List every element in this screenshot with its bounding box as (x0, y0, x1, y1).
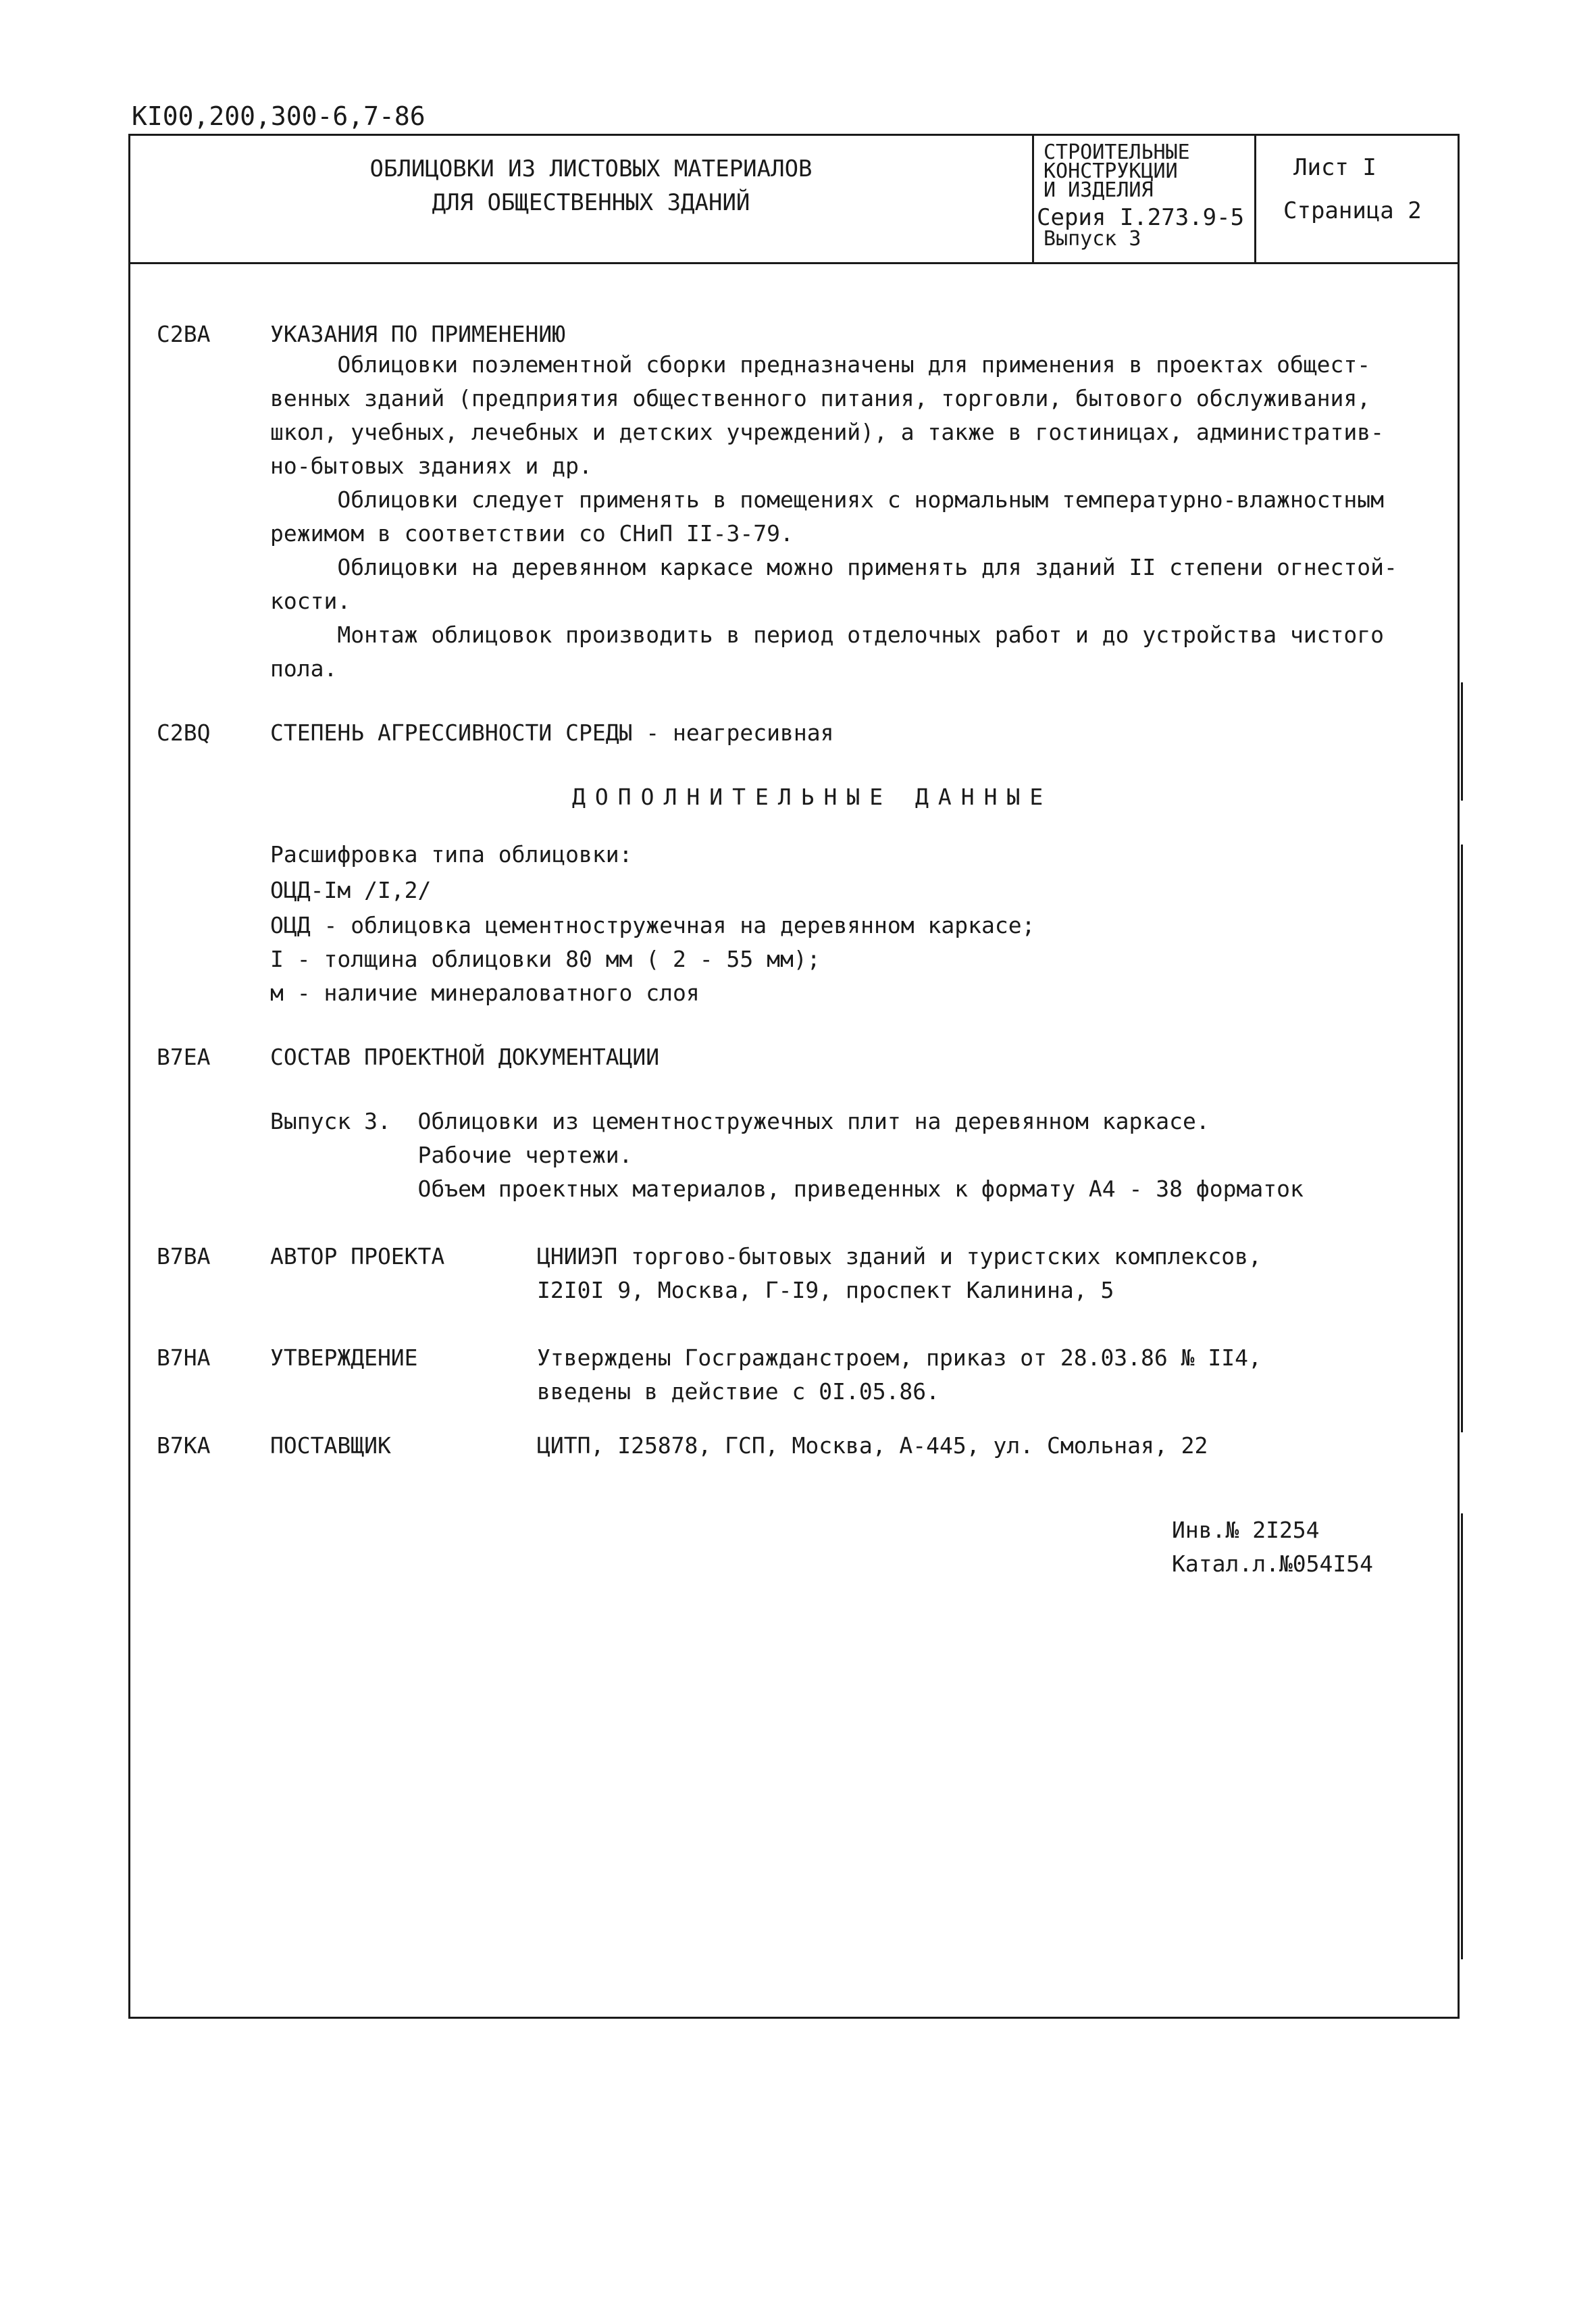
header-title-line1: ОБЛИЦОВКИ ИЗ ЛИСТОВЫХ МАТЕРИАЛОВ (369, 155, 813, 182)
supplier-label: ПОСТАВЩИК (270, 1432, 391, 1459)
composition-line: Объем проектных материалов, приведенных к формату А4 - 38 форматок (270, 1176, 1304, 1202)
section-code-supplier: B7KA (157, 1432, 211, 1459)
usage-line: режимом в соответствии со СНиП II-3-79. (270, 520, 794, 547)
section-code-approval: B7HA (157, 1344, 211, 1371)
usage-line: Монтаж облицовок производить в период отделочных работ и до устройства чистого (270, 622, 1385, 648)
author-line: ЦНИИЭП торгово-бытовых зданий и туристских комплексов, (537, 1243, 1262, 1269)
series-line-1: СТРОИТЕЛЬНЫЕ (1044, 141, 1190, 164)
additional-line: ОЦД - облицовка цементностружечная на деревянном каркасе; (270, 912, 1035, 938)
section-code-composition: B7EA (157, 1044, 211, 1070)
catalog-number: Катал.л.№054I54 (1172, 1551, 1374, 1577)
usage-line: венных зданий (предприятия общественного питания, торговли, бытового обслуживания, (270, 385, 1371, 411)
approval-line: введены в действие с 0I.05.86. (537, 1378, 940, 1405)
section-code-author: B7BA (157, 1243, 211, 1269)
author-label: АВТОР ПРОЕКТА (270, 1243, 445, 1269)
header-title-line2: ДЛЯ ОБЩЕСТВЕННЫХ ЗДАНИЙ (432, 189, 750, 216)
additional-line: м - наличие минераловатного слоя (270, 980, 700, 1006)
usage-line: но-бытовых зданиях и др. (270, 453, 592, 479)
header-divider (128, 262, 1460, 264)
usage-heading: УКАЗАНИЯ ПО ПРИМЕНЕНИЮ (270, 321, 566, 347)
additional-line: ОЦД-Iм /I,2/ (270, 877, 432, 903)
page-frame (128, 134, 1460, 2019)
usage-line: Облицовки следует применять в помещениях с нормальным температурно-влажностным (270, 486, 1385, 513)
right-edge-line-2 (1461, 845, 1463, 1432)
sheet-number: Лист I (1293, 154, 1376, 181)
aggression-text: СТЕПЕНЬ АГРЕССИВНОСТИ СРЕДЫ - неагресивная (270, 720, 834, 746)
section-code-usage: C2BA (157, 321, 211, 347)
series-line-5: Выпуск 3 (1044, 227, 1141, 251)
additional-line: Расшифровка типа облицовки: (270, 841, 633, 867)
section-code-aggression: C2BQ (157, 720, 211, 746)
usage-line: школ, учебных, лечебных и детских учреждений), а также в гостиницах, административ- (270, 419, 1385, 445)
supplier-text: ЦИТП, I25878, ГСП, Москва, А-445, ул. Смольная, 22 (537, 1432, 1208, 1459)
series-line-3: И ИЗДЕЛИЯ (1044, 178, 1154, 202)
usage-line: пола. (270, 655, 338, 682)
usage-line: Облицовки на деревянном каркасе можно применять для зданий II степени огнестой- (270, 554, 1397, 580)
right-edge-line-3 (1461, 1513, 1463, 1959)
usage-line: кости. (270, 588, 351, 614)
composition-heading: СОСТАВ ПРОЕКТНОЙ ДОКУМЕНТАЦИИ (270, 1044, 660, 1070)
inventory-number: Инв.№ 2I254 (1172, 1517, 1320, 1543)
header-separator-right (1254, 134, 1256, 264)
right-edge-line-1 (1461, 682, 1463, 801)
page-number: Страница 2 (1283, 197, 1422, 224)
composition-line: Выпуск 3. Облицовки из цементностружечных плит на деревянном каркасе. (270, 1108, 1210, 1134)
series-line-4: Серия I.273.9-5 (1037, 204, 1245, 231)
composition-line: Рабочие чертежи. (270, 1142, 633, 1168)
document-code: КI00,200,300-6,7-86 (132, 101, 426, 131)
usage-line: Облицовки поэлементной сборки предназначены для применения в проектах общест- (270, 351, 1371, 378)
approval-line: Утверждены Госгражданстроем, приказ от 28.03.86 № II4, (537, 1344, 1262, 1371)
additional-data-heading: ДОПОЛНИТЕЛЬНЫЕ ДАННЫЕ (572, 784, 1053, 810)
series-line-2: КОНСТРУКЦИИ (1044, 159, 1178, 183)
author-line: I2I0I 9, Москва, Г-I9, проспект Калинина, 5 (537, 1277, 1114, 1303)
additional-line: I - толщина облицовки 80 мм ( 2 - 55 мм); (270, 946, 821, 972)
approval-label: УТВЕРЖДЕНИЕ (270, 1344, 418, 1371)
